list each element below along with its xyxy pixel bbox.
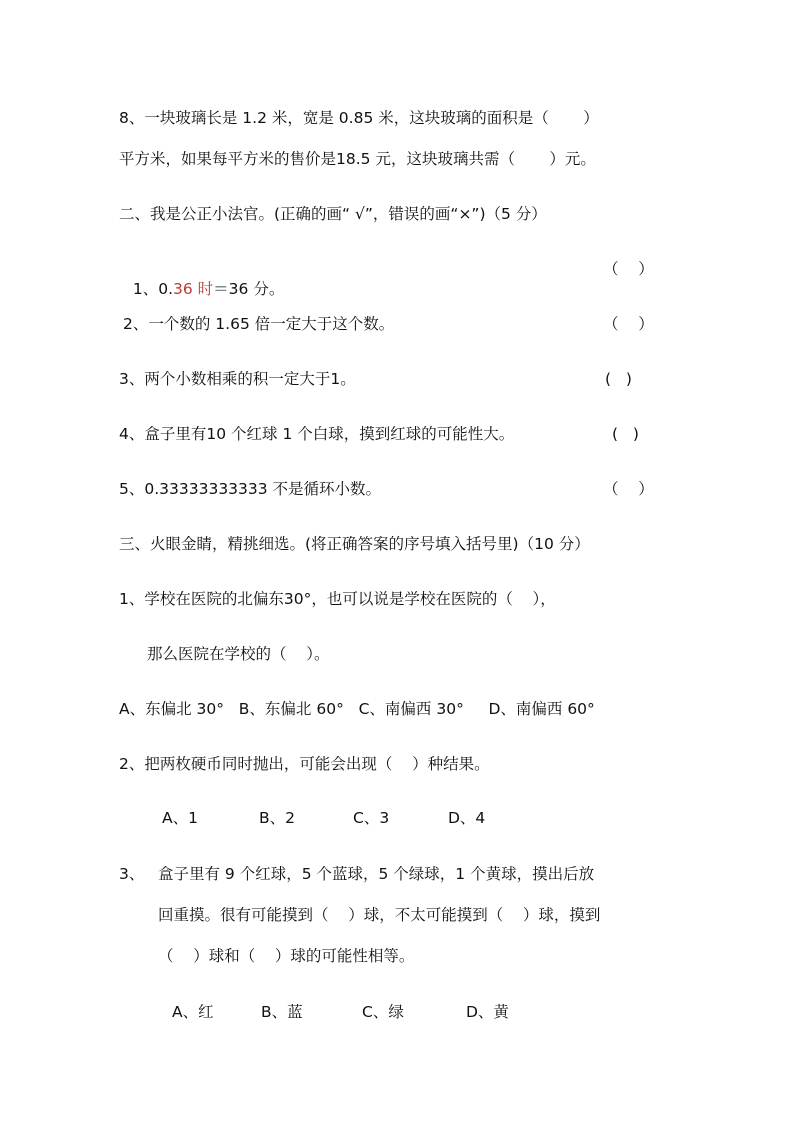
q8-line1: 8、一块玻璃长是 1.2 米，宽是 0.85 米，这块玻璃的面积是（ ）	[119, 109, 599, 127]
mc-q3-number: 3、	[119, 865, 145, 883]
tf-item-3-answer[interactable]: ( )	[605, 370, 632, 388]
tf-item-1-post: ＝36 分。	[213, 280, 285, 298]
mc-q1-line1: 1、学校在医院的北偏东30°，也可以说是学校在医院的（ ），	[119, 590, 556, 608]
q8-line2: 平方米，如果每平方米的售价是18.5 元，这块玻璃共需（ ）元。	[119, 150, 596, 168]
tf-item-4-answer[interactable]: ( )	[612, 425, 639, 443]
tf-item-1-pre: 1、0.	[132, 280, 174, 298]
mc-q3-option-c: C、绿	[362, 1003, 404, 1021]
mc-q3-option-d: D、黄	[466, 1003, 509, 1021]
mc-q3-option-b: B、蓝	[261, 1003, 303, 1021]
mc-q3-option-a: A、红	[172, 1003, 214, 1021]
tf-item-1-red: 36 时	[173, 280, 214, 298]
mc-q2-option-c: C、3	[353, 809, 390, 827]
mc-q2-line1: 2、把两枚硬币同时抛出，可能会出现（ ）种结果。	[119, 755, 490, 773]
tf-item-2-answer[interactable]: （ ）	[603, 315, 654, 333]
mc-q2-option-d: D、4	[448, 809, 486, 827]
mc-q1-line2: 那么医院在学校的（ ）。	[147, 645, 330, 663]
tf-item-1-answer[interactable]: （ ）	[603, 260, 654, 278]
mc-q2-option-a: A、1	[162, 809, 198, 827]
mc-q3-line1: 盒子里有 9 个红球，5 个蓝球，5 个绿球，1 个黄球，摸出后放	[158, 865, 595, 883]
section2-heading: 二、我是公正小法官。(正确的画“ √”，错误的画“×”)（5 分）	[119, 205, 547, 223]
section3-heading: 三、火眼金睛，精挑细选。(将正确答案的序号填入括号里)（10 分）	[119, 535, 590, 553]
tf-item-3: 3、两个小数相乘的积一定大于1。	[119, 370, 356, 388]
tf-item-5-answer[interactable]: （ ）	[603, 480, 654, 498]
mc-q3-line3: （ ）球和（ ）球的可能性相等。	[158, 947, 415, 965]
mc-q3-line2: 回重摸。很有可能摸到（ ）球，不太可能摸到（ ）球，摸到	[158, 906, 601, 924]
mc-q1-options: A、东偏北 30° B、东偏北 60° C、南偏西 30° D、南偏西 60°	[119, 700, 595, 718]
tf-item-1	[123, 259, 284, 299]
tf-item-2: 2、一个数的 1.65 倍一定大于这个数。	[123, 315, 395, 333]
mc-q2-option-b: B、2	[259, 809, 295, 827]
tf-item-5: 5、0.33333333333 不是循环小数。	[119, 480, 382, 498]
tf-item-4: 4、盒子里有10 个红球 1 个白球，摸到红球的可能性大。	[119, 425, 515, 443]
